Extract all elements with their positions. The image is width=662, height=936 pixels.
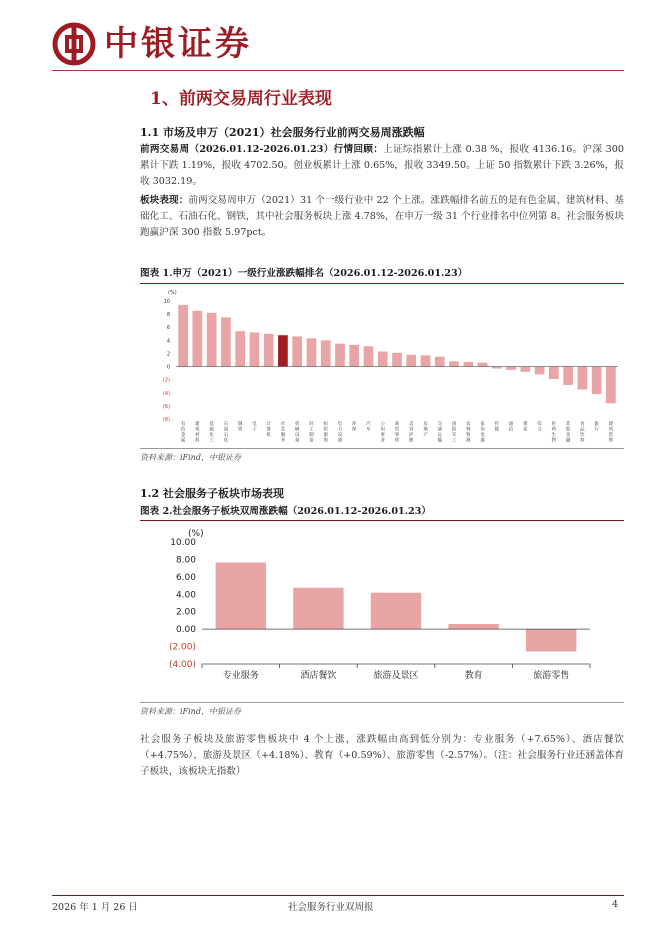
x-tick-label-char: 品 (580, 427, 585, 433)
x-tick-label-char: 筑 (195, 427, 200, 433)
x-tick-label-char: 商 (394, 422, 400, 427)
x-tick-label-char: 家 (480, 422, 485, 427)
x-tick-label-char: 金 (565, 433, 571, 438)
paragraph-text: 前两交易周申万（2021）31 个一级行业中 22 个上涨。涨跌幅排名前五的是有色金属、建筑材料、基础化工、石油石化、钢铁，其中社会服务板块上涨 4.78%，在申万一级 31 个行业排名中位列第 8。社会服务板块跑赢沪深 300 指数 5.97pct。 (140, 195, 625, 238)
x-tick-label-char: 炭 (523, 427, 528, 433)
x-tick-label-char: 设 (337, 433, 343, 438)
x-tick-label-char: 车 (366, 427, 371, 433)
x-tick-label-char: 通 (508, 422, 514, 427)
x-tick-label-char: 建 (195, 422, 200, 427)
x-tick-label-char: 设 (294, 433, 300, 438)
x-tick-label-char: 用 (480, 427, 485, 433)
x-tick-label-char: 饰 (608, 438, 614, 444)
y-tick-label: 2 (166, 351, 170, 358)
y-tick-label: (6) (162, 403, 170, 410)
x-tick-label-char: 属 (180, 438, 186, 444)
x-tick-label-char: 保 (352, 427, 357, 433)
bar (364, 346, 374, 366)
x-tick-label-char: 煤 (523, 422, 528, 427)
x-tick-label-char: 石 (223, 433, 229, 438)
bar (349, 345, 359, 367)
x-tick-label: 旅游零售 (533, 671, 570, 681)
x-tick-label-char: 础 (209, 427, 214, 433)
bar (592, 367, 602, 395)
y-tick-label: 0 (166, 364, 170, 371)
x-tick-label-char: 子 (252, 427, 257, 433)
bar (193, 311, 203, 367)
bar (278, 335, 288, 366)
footer-report-name: 社会服务行业双周报 (288, 902, 374, 913)
x-tick-label-char: 防 (451, 427, 457, 433)
x-tick-label-char: 非 (565, 422, 571, 427)
x-tick-label-char: 国 (451, 422, 457, 427)
y-tick-label: (2) (162, 377, 170, 384)
x-tick-label-char: 军 (451, 433, 457, 438)
footer-date: 2026 年 1 月 26 日 (52, 902, 138, 913)
x-tick-label-char: 生 (551, 433, 557, 438)
figure-2-top-rule (140, 520, 624, 521)
bar (178, 305, 188, 367)
bar (463, 362, 473, 367)
x-tick-label-char: 理 (409, 438, 414, 444)
x-tick-label-char: 电 (480, 433, 485, 438)
bar (335, 344, 345, 367)
x-tick-label-char: 色 (180, 427, 186, 433)
x-tick-label-char: 造 (309, 438, 314, 444)
x-tick-label: 专业服务 (222, 671, 259, 681)
x-tick-label-char: 金 (180, 433, 186, 438)
x-tick-label-char: 媒 (494, 427, 500, 433)
bar (307, 338, 317, 366)
x-tick-label-char: 械 (294, 427, 300, 433)
x-tick-label-char: 牧 (466, 433, 471, 438)
y-tick-label: (4.00) (168, 660, 196, 670)
x-tick-label-char: 行 (594, 427, 599, 433)
bar (378, 351, 388, 366)
x-tick-label-char: 环 (352, 422, 357, 427)
bar (293, 588, 343, 629)
x-tick-label-char: 务 (280, 438, 286, 444)
industry-ranking-chart (140, 284, 624, 446)
bar (506, 367, 516, 370)
x-tick-label-char: 织 (323, 427, 328, 433)
x-tick-label-char: 输 (437, 438, 442, 444)
x-tick-label-char: 备 (337, 438, 343, 444)
bar (207, 313, 217, 367)
x-tick-label-char: 事 (380, 433, 385, 438)
bar (216, 562, 266, 629)
x-tick-label-char: 贸 (394, 427, 400, 433)
x-tick-label-char: 会 (280, 427, 286, 433)
bar (264, 334, 274, 367)
y-axis-unit: (%) (188, 529, 204, 539)
x-tick-label-char: 融 (565, 438, 571, 444)
x-tick-label-char: 算 (266, 427, 271, 433)
x-tick-label-char: 服 (323, 433, 328, 438)
x-tick-label-char: 服 (280, 433, 286, 438)
x-tick-label-char: 铁 (237, 427, 243, 433)
x-tick-label-char: 备 (294, 438, 300, 444)
sub-sector-chart (140, 522, 624, 700)
x-tick-label-char: 合 (537, 427, 542, 433)
x-tick-label: 旅游及景区 (373, 671, 419, 681)
footer-rule (52, 895, 624, 896)
figure-1-bottom-rule (140, 448, 624, 449)
bar (250, 332, 260, 366)
x-tick-label-char: 房 (423, 422, 428, 427)
x-tick-label-char: 化 (209, 433, 214, 438)
x-tick-label-char: 物 (551, 438, 557, 444)
bar (321, 340, 331, 366)
bar (535, 367, 545, 375)
paragraph-market-review (140, 142, 624, 190)
x-tick-label: 教育 (464, 671, 483, 681)
x-tick-label-char: 医 (551, 422, 557, 427)
brand-name: 中银证券 (104, 24, 252, 64)
x-tick-label-char: 地 (423, 427, 428, 433)
x-tick-label-char: 社 (280, 422, 286, 427)
x-tick-label-char: 筑 (608, 427, 614, 433)
x-tick-label-char: 装 (608, 433, 614, 438)
x-tick-label-char: 银 (565, 427, 571, 433)
x-tick-label-char: 工 (451, 438, 457, 444)
x-tick-label: 酒店餐饮 (300, 671, 337, 681)
figure-1-source: 资料来源：iFind，中银证券 (140, 453, 241, 462)
x-tick-label-char: 业 (380, 438, 385, 444)
x-tick-label-char: 药 (551, 427, 557, 433)
x-tick-label-char: 化 (223, 438, 229, 444)
paragraph-sector-performance (140, 193, 624, 241)
bar (526, 629, 576, 651)
x-tick-label-char: 石 (223, 422, 229, 427)
bar (392, 353, 402, 367)
figure-1-title: 图表 1.申万（2021）一级行业涨跌幅排名（2026.01.12-2026.01.23） (140, 268, 468, 279)
y-tick-label: 10 (163, 299, 170, 305)
bar (549, 367, 559, 379)
bar (221, 317, 231, 366)
y-tick-label: 2.00 (175, 607, 196, 618)
y-tick-label: 10.00 (170, 538, 196, 548)
x-tick-label-char: 料 (580, 438, 585, 444)
header-rule (52, 70, 624, 71)
y-tick-label: 6 (166, 325, 170, 332)
x-tick-label-char: 公 (380, 422, 385, 427)
bar (449, 361, 459, 366)
x-tick-label-char: 油 (223, 427, 229, 433)
bar (235, 331, 245, 366)
paragraph-text: 上证综指累计上涨 0.38 %，报收 4136.16。沪深 300 累计下跌 1.19%，报收 4702.50。创业板累计上涨 0.65%，报收 3349.50。上证 50 指数累计下跌 3.26%，报收 3032.19。 (140, 144, 624, 187)
x-tick-label-char: 工 (309, 427, 314, 433)
x-tick-label-char: 机 (294, 422, 300, 427)
x-tick-label-char: 交 (437, 422, 442, 427)
x-tick-label-char: 林 (466, 427, 471, 433)
x-tick-label-char: 食 (580, 422, 585, 427)
bar (292, 336, 302, 366)
x-tick-label-char: 护 (409, 433, 414, 438)
company-logo (52, 22, 96, 66)
y-tick-label: 8.00 (175, 555, 196, 566)
bar (578, 367, 588, 390)
bar (563, 367, 573, 385)
x-tick-label-char: 钢 (237, 422, 243, 427)
y-axis-unit: (%) (168, 290, 177, 296)
x-tick-label-char: 信 (508, 427, 514, 433)
x-tick-label-char: 工 (209, 438, 214, 444)
y-tick-label: (2.00) (168, 642, 196, 653)
x-tick-label-char: 电 (252, 422, 257, 427)
paragraph-sub-sector-summary: 社会服务子板块及旅游零售板块中 4 个上涨，涨跌幅由高到低分别为：专业服务（+7.65%）、酒店餐饮（+4.75%）、旅游及景区（+4.18%）、教育（+0.59%）、旅游零售（-2.57%）。（注：社会服务行业还涵盖体育子板块，该板块无指数） (140, 734, 624, 777)
x-tick-label-char: 渔 (466, 438, 471, 444)
figure-2-bottom-rule (140, 702, 624, 703)
y-tick-label: (4) (162, 390, 170, 397)
x-tick-label-char: 力 (337, 427, 343, 433)
x-tick-label-char: 汽 (366, 422, 371, 427)
x-tick-label-char: 饰 (323, 438, 328, 444)
x-tick-label-char: 器 (480, 438, 485, 444)
x-tick-label-char: 机 (266, 433, 271, 438)
x-tick-label-char: 饮 (580, 433, 585, 438)
bar (406, 355, 416, 367)
bar (371, 593, 421, 629)
x-tick-label-char: 制 (309, 433, 314, 438)
x-tick-label-char: 容 (409, 427, 414, 433)
page-number: 4 (612, 899, 619, 910)
subsection-title-1: 1.1 市场及申万（2021）社会服务行业前两交易周涨跌幅 (140, 126, 425, 139)
bar (421, 355, 431, 366)
paragraph-lead: 前两交易周（2026.01.12-2026.01.23）行情回顾： (140, 144, 384, 155)
x-tick-label-char: 零 (394, 433, 400, 438)
x-tick-label-char: 产 (423, 433, 428, 438)
y-tick-label: 0.00 (175, 625, 196, 636)
x-tick-label-char: 材 (195, 433, 200, 438)
section-title: 1、前两交易周行业表现 (150, 89, 332, 109)
bar (435, 357, 445, 367)
x-tick-label-char: 建 (608, 422, 614, 427)
x-tick-label-char: 通 (437, 427, 442, 433)
x-tick-label-char: 用 (380, 427, 385, 433)
x-tick-label-char: 轻 (309, 422, 314, 427)
x-tick-label-char: 基 (209, 422, 214, 427)
x-tick-label-char: 纺 (323, 422, 328, 427)
x-tick-label-char: 运 (437, 433, 442, 438)
bar (606, 367, 616, 404)
x-tick-label-char: 料 (195, 438, 200, 444)
subsection-title-2: 1.2 社会服务子板块市场表现 (140, 487, 284, 500)
bar (448, 624, 498, 629)
x-tick-label-char: 有 (180, 422, 186, 427)
x-tick-label-char: 计 (266, 422, 271, 427)
bar (478, 363, 488, 367)
figure-2-title: 图表 2.社会服务子板块双周涨跌幅（2026.01.12-2026.01.23） (140, 506, 432, 517)
x-tick-label-char: 传 (494, 422, 500, 427)
x-tick-label-char: 美 (409, 422, 414, 427)
x-tick-label-char: 售 (394, 438, 400, 444)
y-tick-label: 4.00 (175, 590, 196, 601)
bar (520, 367, 530, 372)
x-tick-label-char: 农 (466, 422, 471, 427)
y-tick-label: 4 (166, 338, 170, 345)
figure-2-source: 资料来源：iFind，中银证券 (140, 707, 241, 716)
paragraph-lead: 板块表现： (140, 195, 189, 206)
x-tick-label-char: 银 (594, 422, 599, 427)
y-tick-label: (8) (162, 417, 170, 423)
y-tick-label: 6.00 (175, 572, 196, 583)
y-tick-label: 8 (166, 312, 170, 319)
x-tick-label-char: 电 (337, 422, 343, 427)
x-tick-label-char: 综 (537, 422, 542, 427)
